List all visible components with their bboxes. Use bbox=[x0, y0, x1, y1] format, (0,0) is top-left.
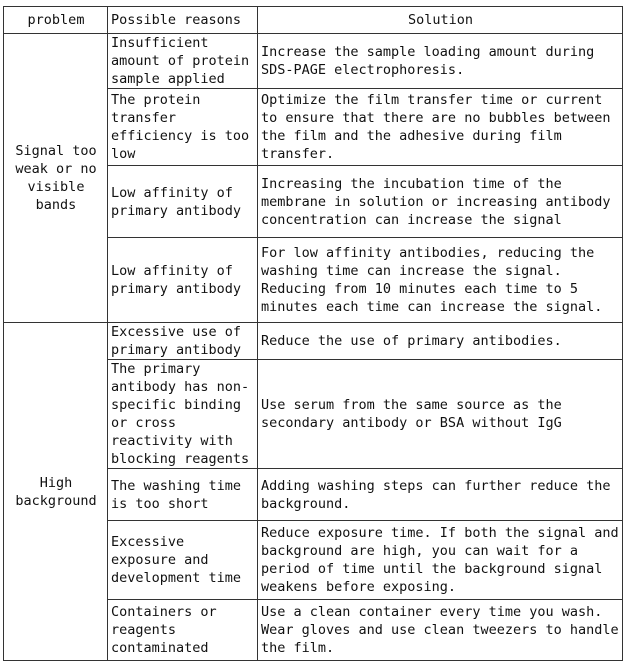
reason-cell: The protein transfer efficiency is too low bbox=[108, 89, 258, 166]
reason-cell: Containers or reagents contaminated bbox=[108, 600, 258, 661]
reason-cell: Excessive exposure and development time bbox=[108, 521, 258, 600]
problem-cell-high-background: High background bbox=[4, 323, 108, 661]
reason-cell: Low affinity of primary antibody bbox=[108, 166, 258, 238]
solution-cell: Use a clean container every time you wash. Wear gloves and use clean tweezers to handle the film. bbox=[258, 600, 623, 661]
solution-cell: Increasing the incubation time of the membrane in solution or increasing antibody concentration can increase the signal bbox=[258, 166, 623, 238]
solution-cell: Optimize the film transfer time or current to ensure that there are no bubbles between the film and the adhesive during film transfer. bbox=[258, 89, 623, 166]
table-row bbox=[4, 323, 623, 360]
solution-cell: Increase the sample loading amount during SDS-PAGE electrophoresis. bbox=[258, 34, 623, 89]
solution-cell: Adding washing steps can further reduce the background. bbox=[258, 469, 623, 521]
troubleshooting-table bbox=[3, 6, 623, 661]
solution-cell: For low affinity antibodies, reducing the washing time can increase the signal. Reducing from 10 minutes each time to 5 minutes each time can increase the signal. bbox=[258, 238, 623, 323]
header-row bbox=[4, 7, 623, 34]
reason-cell: Insufficient amount of protein sample applied bbox=[108, 34, 258, 89]
solution-cell: Reduce exposure time. If both the signal and background are high, you can wait for a period of time until the background signal weakens before exposing. bbox=[258, 521, 623, 600]
reason-cell: Excessive use of primary antibody bbox=[108, 323, 258, 360]
reason-cell: Low affinity of primary antibody bbox=[108, 238, 258, 323]
solution-cell: Reduce the use of primary antibodies. bbox=[258, 323, 623, 360]
table-row bbox=[4, 34, 623, 89]
header-possible-reasons: Possible reasons bbox=[108, 7, 258, 34]
header-problem: problem bbox=[4, 7, 108, 34]
problem-cell-signal-weak: Signal too weak or no visible bands bbox=[4, 34, 108, 323]
reason-cell: The primary antibody has non-specific binding or cross reactivity with blocking reagents bbox=[108, 360, 258, 469]
reason-cell: The washing time is too short bbox=[108, 469, 258, 521]
solution-cell: Use serum from the same source as the secondary antibody or BSA without IgG bbox=[258, 360, 623, 469]
header-solution: Solution bbox=[258, 7, 623, 34]
